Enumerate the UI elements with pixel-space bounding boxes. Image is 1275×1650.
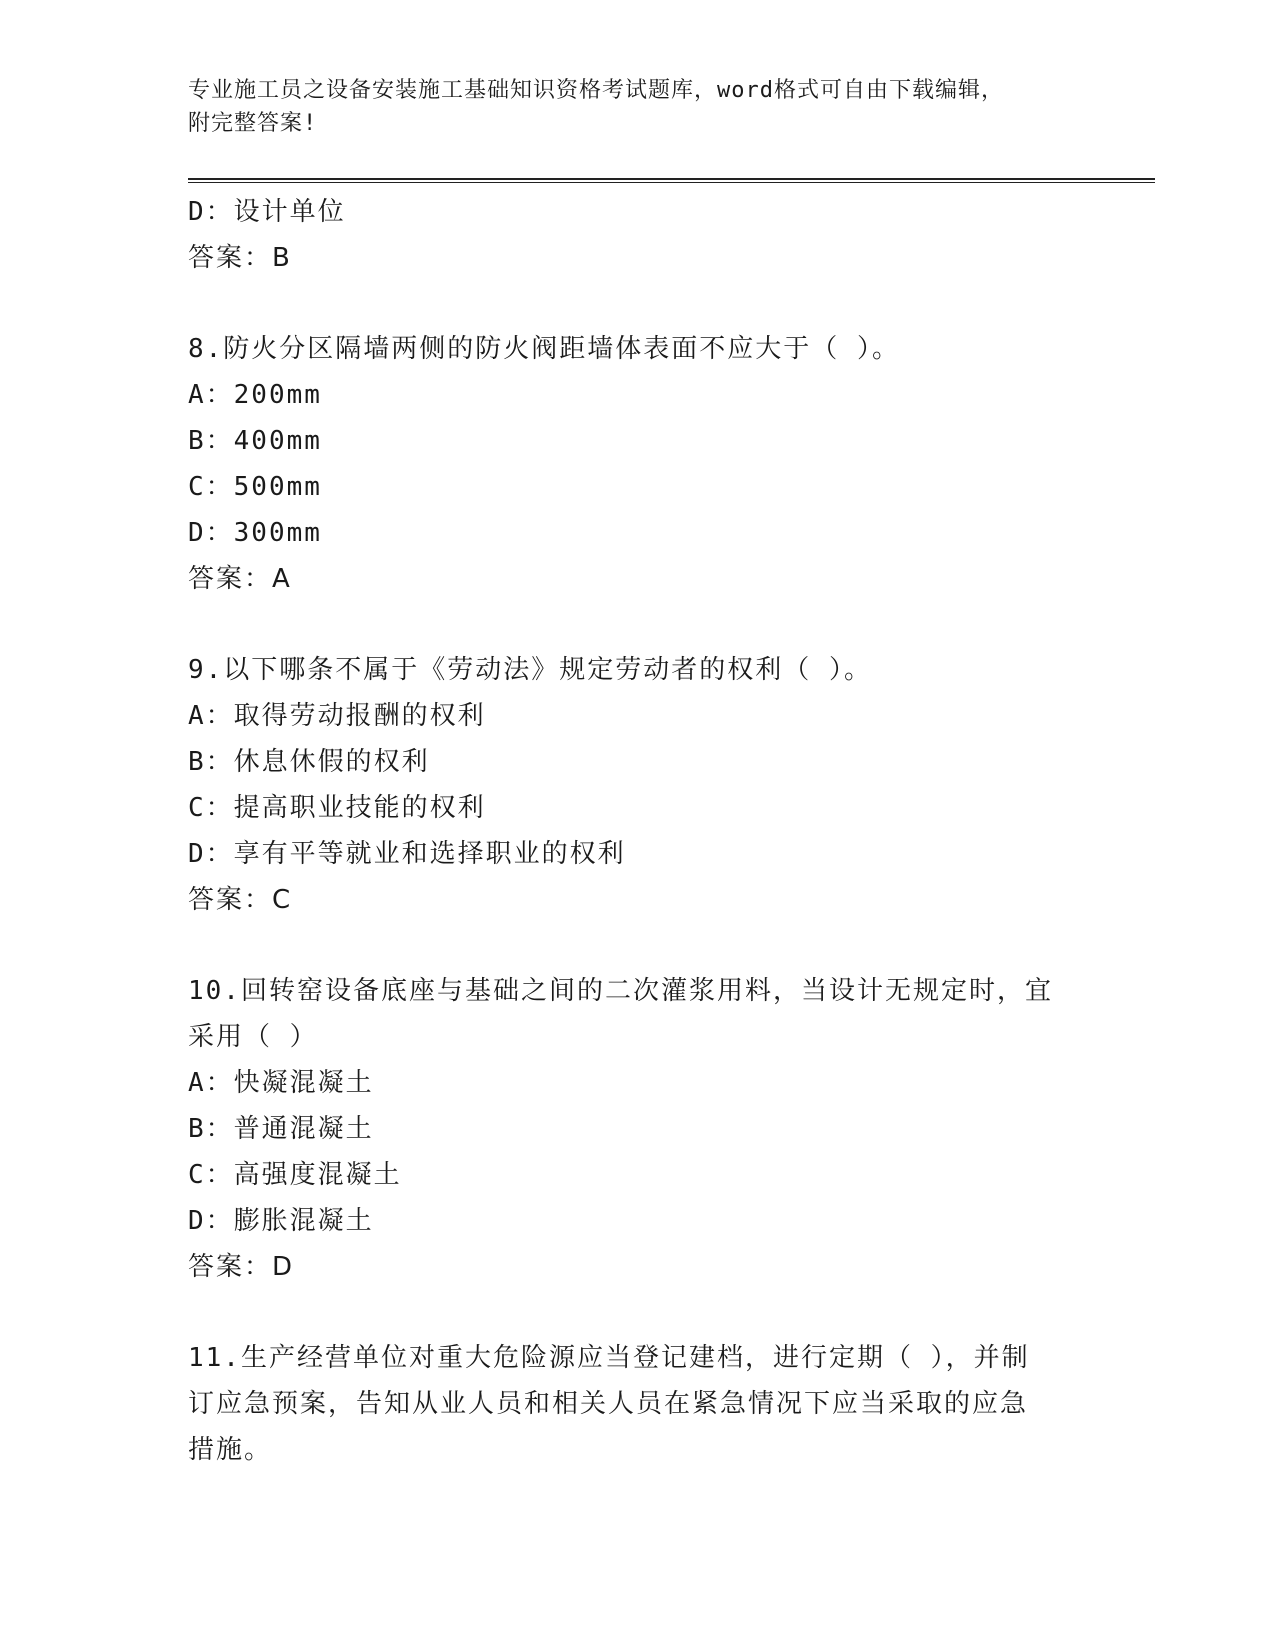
option-d: D：享有平等就业和选择职业的权利 xyxy=(188,839,626,869)
spacer xyxy=(188,602,1068,647)
option-d: D：膨胀混凝土 xyxy=(188,1206,374,1236)
option-a: A：快凝混凝土 xyxy=(188,1068,374,1098)
question-text: 9.以下哪条不属于《劳动法》规定劳动者的权利（ ）。 xyxy=(188,655,872,685)
question-9 xyxy=(188,647,1068,923)
spacer xyxy=(188,1290,1068,1335)
answer-label: 答案：B xyxy=(188,243,292,273)
answer-label: 答案：C xyxy=(188,885,293,915)
header-divider xyxy=(188,178,1155,183)
option-a: A：200mm xyxy=(188,380,322,410)
spacer xyxy=(188,281,1068,326)
question-text-line-2: 采用（ ） xyxy=(188,1022,318,1052)
option-b: B：休息休假的权利 xyxy=(188,747,430,777)
option-b: B：普通混凝土 xyxy=(188,1114,374,1144)
header-line-2: 附完整答案! xyxy=(188,111,318,136)
question-8 xyxy=(188,326,1068,602)
option-d: D：设计单位 xyxy=(188,197,346,227)
header-line-1: 专业施工员之设备安装施工基础知识资格考试题库，word格式可自由下载编辑， xyxy=(188,78,1004,103)
option-a: A：取得劳动报酬的权利 xyxy=(188,701,486,731)
question-text-line-1: 11.生产经营单位对重大危险源应当登记建档，进行定期（ ），并制 xyxy=(188,1343,1030,1373)
question-text-line-1: 10.回转窑设备底座与基础之间的二次灌浆用料，当设计无规定时，宜 xyxy=(188,976,1053,1006)
document-header xyxy=(188,74,1068,140)
question-text-line-2: 订应急预案，告知从业人员和相关人员在紧急情况下应当采取的应急 xyxy=(188,1389,1029,1419)
option-c: C：提高职业技能的权利 xyxy=(188,793,486,823)
option-d: D：300mm xyxy=(188,518,322,548)
question-10 xyxy=(188,968,1068,1290)
question-11 xyxy=(188,1335,1068,1473)
question-text: 8.防火分区隔墙两侧的防火阀距墙体表面不应大于（ ）。 xyxy=(188,334,900,364)
spacer xyxy=(188,923,1068,968)
question-text-line-3: 措施。 xyxy=(188,1435,273,1465)
option-c: C：高强度混凝土 xyxy=(188,1160,402,1190)
answer-label: 答案：D xyxy=(188,1252,295,1282)
option-b: B：400mm xyxy=(188,426,322,456)
option-c: C：500mm xyxy=(188,472,322,502)
question-list xyxy=(188,189,1068,1473)
answer-label: 答案：A xyxy=(188,564,292,594)
